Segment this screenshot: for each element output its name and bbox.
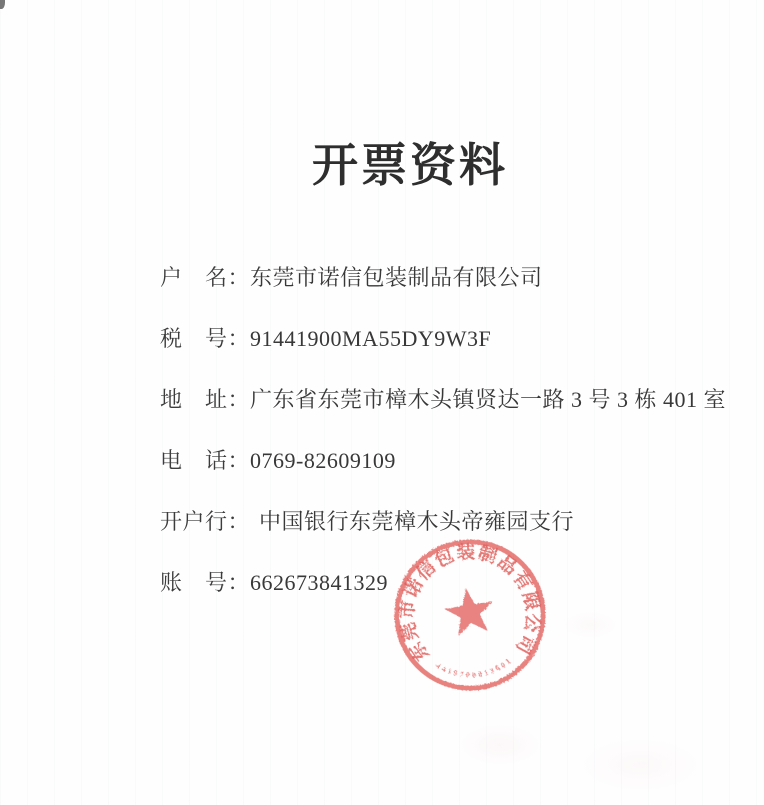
field-label: 地 址： [160,386,251,412]
seal-registration-code: 4419700013601 [434,654,515,680]
field-label: 开户行： [160,508,251,534]
field-value: 东莞市诺信包装制品有限公司 [250,264,543,290]
field-label: 户 名： [160,264,251,290]
seal-star-icon [442,584,497,637]
field-value: 662673841329 [250,569,389,595]
page-title: 开票资料 [312,140,508,191]
field-row-bank [160,508,764,534]
field-label: 税 号： [160,325,251,351]
field-value: 广东省东莞市樟木头镇贤达一路 3 号 3 栋 401 室 [250,386,727,412]
field-row-account-name [160,264,764,290]
invoice-fields [0,264,764,595]
field-row-address [160,386,764,412]
seal-company-text: 东莞市诺信包装制品有限公司 [396,541,544,665]
field-value: 91441900MA55DY9W3F [250,325,492,351]
field-label: 电 话： [160,447,251,473]
field-label: 账 号： [160,569,251,595]
field-row-tax-number [160,325,764,351]
field-value: 0769-82609109 [250,447,396,473]
field-value: 中国银行东莞樟木头帝雍园支行 [259,508,575,534]
company-seal [385,530,554,699]
field-row-phone [160,447,764,473]
